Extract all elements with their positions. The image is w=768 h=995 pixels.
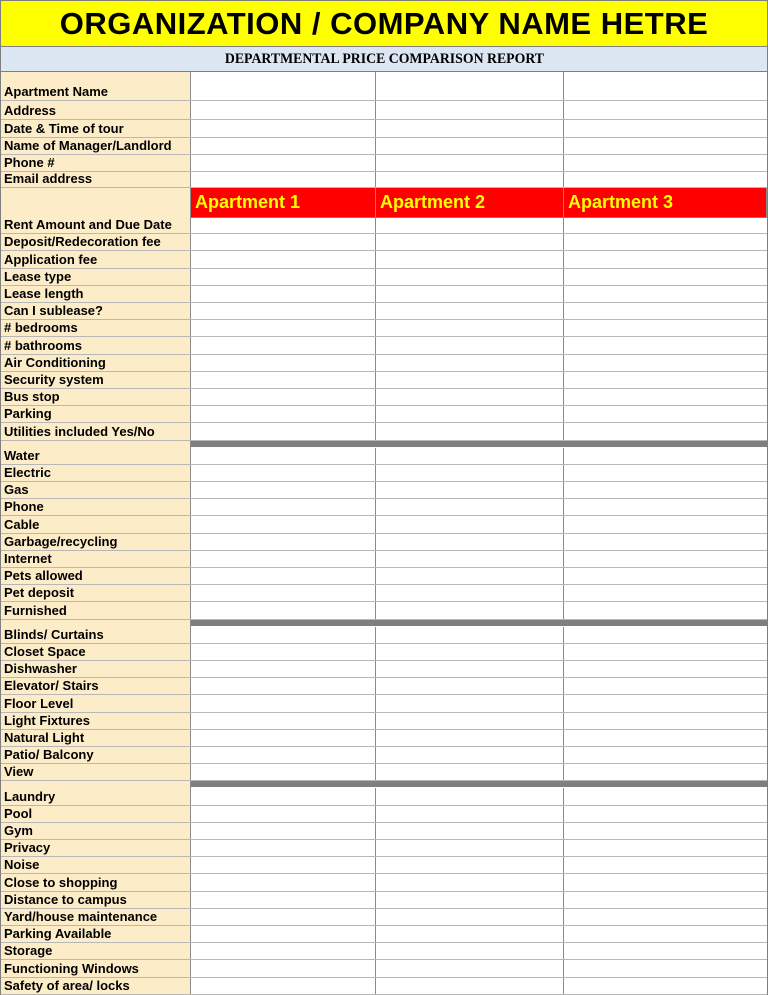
table-row <box>1 978 767 995</box>
input-cell-apartment-3[interactable] <box>564 337 767 354</box>
table-row <box>1 337 767 355</box>
separator-bar <box>191 781 767 787</box>
apartment-header-row <box>1 188 767 218</box>
input-cell-apartment-1[interactable] <box>191 72 376 100</box>
table-row <box>1 960 767 978</box>
input-cell-apartment-2[interactable] <box>376 286 564 302</box>
table-row <box>1 482 767 499</box>
table-row <box>1 286 767 303</box>
row-label: Lease type <box>1 269 191 285</box>
table-row <box>1 695 767 713</box>
table-row <box>1 661 767 678</box>
input-cell-apartment-3[interactable] <box>564 892 767 908</box>
input-cell-apartment-1[interactable] <box>191 806 376 822</box>
row-label: Safety of area/ locks <box>1 978 191 994</box>
input-cell-apartment-3[interactable] <box>564 482 767 498</box>
input-cell-apartment-3[interactable] <box>564 251 767 268</box>
table-row <box>1 389 767 406</box>
input-cell-apartment-1[interactable] <box>191 120 376 137</box>
row-label: Application fee <box>1 251 191 268</box>
input-cell-apartment-1[interactable] <box>191 499 376 515</box>
input-cell-apartment-2[interactable] <box>376 269 564 285</box>
row-label: Air Conditioning <box>1 355 191 371</box>
table-row <box>1 568 767 585</box>
row-label: # bedrooms <box>1 320 191 336</box>
input-cell-apartment-3[interactable] <box>564 713 767 729</box>
input-cell-apartment-2[interactable] <box>376 627 564 643</box>
input-cell-apartment-1[interactable] <box>191 138 376 154</box>
section-separator <box>1 781 767 788</box>
input-cell-apartment-1[interactable] <box>191 892 376 908</box>
input-cell-apartment-2[interactable] <box>376 960 564 977</box>
table-row <box>1 465 767 482</box>
table-row <box>1 627 767 644</box>
input-cell-apartment-2[interactable] <box>376 926 564 942</box>
input-cell-apartment-1[interactable] <box>191 389 376 405</box>
input-cell-apartment-2[interactable] <box>376 355 564 371</box>
input-cell-apartment-3[interactable] <box>564 465 767 481</box>
row-label: Apartment Name <box>1 72 191 100</box>
input-cell-apartment-2[interactable] <box>376 251 564 268</box>
input-cell-apartment-1[interactable] <box>191 568 376 584</box>
row-label: Garbage/recycling <box>1 534 191 550</box>
input-cell-apartment-1[interactable] <box>191 627 376 643</box>
input-cell-apartment-3[interactable] <box>564 909 767 925</box>
input-cell-apartment-3[interactable] <box>564 303 767 319</box>
input-cell-apartment-1[interactable] <box>191 823 376 839</box>
input-cell-apartment-1[interactable] <box>191 661 376 677</box>
input-cell-apartment-3[interactable] <box>564 389 767 405</box>
table-row <box>1 840 767 857</box>
row-label: # bathrooms <box>1 337 191 354</box>
input-cell-apartment-2[interactable] <box>376 303 564 319</box>
table-row <box>1 806 767 823</box>
input-cell-apartment-1[interactable] <box>191 926 376 942</box>
input-cell-apartment-3[interactable] <box>564 585 767 601</box>
input-cell-apartment-1[interactable] <box>191 534 376 550</box>
input-cell-apartment-3[interactable] <box>564 234 767 250</box>
column-header-apartment-1: Apartment 1 <box>191 188 376 217</box>
table-row <box>1 678 767 695</box>
table-row <box>1 730 767 747</box>
input-cell-apartment-3[interactable] <box>564 788 767 805</box>
input-cell-apartment-2[interactable] <box>376 423 564 440</box>
report-subtitle-text: DEPARTMENTAL PRICE COMPARISON REPORT <box>224 50 544 67</box>
input-cell-apartment-3[interactable] <box>564 857 767 873</box>
input-cell-apartment-3[interactable] <box>564 217 767 233</box>
input-cell-apartment-1[interactable] <box>191 909 376 925</box>
row-label: Internet <box>1 551 191 567</box>
row-label: Pets allowed <box>1 568 191 584</box>
input-cell-apartment-2[interactable] <box>376 499 564 515</box>
input-cell-apartment-1[interactable] <box>191 943 376 959</box>
input-cell-apartment-1[interactable] <box>191 788 376 805</box>
row-label: Storage <box>1 943 191 959</box>
input-cell-apartment-3[interactable] <box>564 423 767 440</box>
input-cell-apartment-3[interactable] <box>564 286 767 302</box>
input-cell-apartment-3[interactable] <box>564 627 767 643</box>
table-row <box>1 423 767 441</box>
table-row <box>1 448 767 465</box>
separator-bar <box>191 441 767 447</box>
input-cell-apartment-2[interactable] <box>376 644 564 660</box>
input-cell-apartment-2[interactable] <box>376 138 564 154</box>
table-row <box>1 155 767 172</box>
row-label: Patio/ Balcony <box>1 747 191 763</box>
table-row <box>1 534 767 551</box>
row-label: Email address <box>1 172 191 187</box>
input-cell-apartment-1[interactable] <box>191 251 376 268</box>
row-label: Pool <box>1 806 191 822</box>
input-cell-apartment-3[interactable] <box>564 138 767 154</box>
table-row <box>1 585 767 602</box>
row-label: Natural Light <box>1 730 191 746</box>
row-label: Security system <box>1 372 191 388</box>
input-cell-apartment-2[interactable] <box>376 172 564 187</box>
table-row <box>1 320 767 337</box>
input-cell-apartment-3[interactable] <box>564 926 767 942</box>
table-row <box>1 823 767 840</box>
row-label: Electric <box>1 465 191 481</box>
input-cell-apartment-2[interactable] <box>376 551 564 567</box>
table-row <box>1 269 767 286</box>
input-cell-apartment-2[interactable] <box>376 857 564 873</box>
table-row <box>1 943 767 960</box>
table-row <box>1 217 767 234</box>
row-label: Parking Available <box>1 926 191 942</box>
row-label: Date & Time of tour <box>1 120 191 137</box>
row-label: Distance to campus <box>1 892 191 908</box>
input-cell-apartment-3[interactable] <box>564 678 767 694</box>
input-cell-apartment-1[interactable] <box>191 423 376 440</box>
input-cell-apartment-2[interactable] <box>376 602 564 619</box>
input-cell-apartment-2[interactable] <box>376 516 564 533</box>
input-cell-apartment-1[interactable] <box>191 172 376 187</box>
table-row <box>1 251 767 269</box>
table-row <box>1 172 767 188</box>
table-row <box>1 874 767 892</box>
row-label: Phone <box>1 499 191 515</box>
table-row <box>1 788 767 806</box>
input-cell-apartment-2[interactable] <box>376 217 564 233</box>
input-cell-apartment-3[interactable] <box>564 840 767 856</box>
input-cell-apartment-1[interactable] <box>191 482 376 498</box>
input-cell-apartment-2[interactable] <box>376 372 564 388</box>
row-label: Close to shopping <box>1 874 191 891</box>
input-cell-apartment-3[interactable] <box>564 101 767 119</box>
table-row <box>1 857 767 874</box>
input-cell-apartment-1[interactable] <box>191 764 376 780</box>
input-cell-apartment-2[interactable] <box>376 120 564 137</box>
input-cell-apartment-3[interactable] <box>564 661 767 677</box>
row-label: Furnished <box>1 602 191 619</box>
input-cell-apartment-2[interactable] <box>376 909 564 925</box>
input-cell-apartment-1[interactable] <box>191 234 376 250</box>
table-row <box>1 120 767 138</box>
input-cell-apartment-3[interactable] <box>564 943 767 959</box>
input-cell-apartment-2[interactable] <box>376 978 564 994</box>
input-cell-apartment-2[interactable] <box>376 874 564 891</box>
input-cell-apartment-3[interactable] <box>564 568 767 584</box>
table-row <box>1 644 767 661</box>
input-cell-apartment-3[interactable] <box>564 72 767 100</box>
row-label: Gas <box>1 482 191 498</box>
input-cell-apartment-1[interactable] <box>191 320 376 336</box>
section-separator <box>1 620 767 627</box>
column-header-apartment-2: Apartment 2 <box>376 188 564 217</box>
input-cell-apartment-1[interactable] <box>191 585 376 601</box>
input-cell-apartment-1[interactable] <box>191 372 376 388</box>
input-cell-apartment-3[interactable] <box>564 823 767 839</box>
input-cell-apartment-3[interactable] <box>564 499 767 515</box>
row-label: Pet deposit <box>1 585 191 601</box>
input-cell-apartment-3[interactable] <box>564 155 767 171</box>
input-cell-apartment-1[interactable] <box>191 406 376 422</box>
table-row <box>1 355 767 372</box>
row-label: Blinds/ Curtains <box>1 627 191 643</box>
table-row <box>1 747 767 764</box>
row-label: Laundry <box>1 788 191 805</box>
input-cell-apartment-1[interactable] <box>191 747 376 763</box>
row-label: View <box>1 764 191 780</box>
report-subtitle <box>1 47 767 72</box>
input-cell-apartment-2[interactable] <box>376 840 564 856</box>
input-cell-apartment-2[interactable] <box>376 155 564 171</box>
input-cell-apartment-2[interactable] <box>376 482 564 498</box>
input-cell-apartment-3[interactable] <box>564 448 767 464</box>
input-cell-apartment-1[interactable] <box>191 286 376 302</box>
input-cell-apartment-3[interactable] <box>564 406 767 422</box>
input-cell-apartment-2[interactable] <box>376 234 564 250</box>
input-cell-apartment-2[interactable] <box>376 406 564 422</box>
table-row <box>1 909 767 926</box>
input-cell-apartment-2[interactable] <box>376 747 564 763</box>
input-cell-apartment-1[interactable] <box>191 978 376 994</box>
row-label: Name of Manager/Landlord <box>1 138 191 154</box>
input-cell-apartment-3[interactable] <box>564 747 767 763</box>
row-label: Can I sublease? <box>1 303 191 319</box>
row-label: Bus stop <box>1 389 191 405</box>
input-cell-apartment-1[interactable] <box>191 644 376 660</box>
row-label: Noise <box>1 857 191 873</box>
input-cell-apartment-1[interactable] <box>191 101 376 119</box>
input-cell-apartment-2[interactable] <box>376 448 564 464</box>
input-cell-apartment-3[interactable] <box>564 695 767 712</box>
input-cell-apartment-3[interactable] <box>564 355 767 371</box>
input-cell-apartment-2[interactable] <box>376 585 564 601</box>
section-separator <box>1 441 767 448</box>
input-cell-apartment-1[interactable] <box>191 355 376 371</box>
row-label: Floor Level <box>1 695 191 712</box>
input-cell-apartment-2[interactable] <box>376 72 564 100</box>
table-row <box>1 516 767 534</box>
separator-label-cell <box>1 441 191 448</box>
row-label: Yard/house maintenance <box>1 909 191 925</box>
input-cell-apartment-1[interactable] <box>191 840 376 856</box>
input-cell-apartment-1[interactable] <box>191 269 376 285</box>
input-cell-apartment-2[interactable] <box>376 337 564 354</box>
input-cell-apartment-1[interactable] <box>191 602 376 619</box>
input-cell-apartment-1[interactable] <box>191 730 376 746</box>
table-row <box>1 551 767 568</box>
input-cell-apartment-2[interactable] <box>376 764 564 780</box>
table-row <box>1 303 767 320</box>
input-cell-apartment-3[interactable] <box>564 874 767 891</box>
row-label: Lease length <box>1 286 191 302</box>
input-cell-apartment-3[interactable] <box>564 120 767 137</box>
input-cell-apartment-1[interactable] <box>191 551 376 567</box>
input-cell-apartment-2[interactable] <box>376 389 564 405</box>
input-cell-apartment-3[interactable] <box>564 978 767 994</box>
input-cell-apartment-2[interactable] <box>376 661 564 677</box>
row-label: Privacy <box>1 840 191 856</box>
separator-label-cell <box>1 620 191 627</box>
input-cell-apartment-3[interactable] <box>564 644 767 660</box>
header-label-cell <box>1 188 191 217</box>
input-cell-apartment-1[interactable] <box>191 960 376 977</box>
input-cell-apartment-1[interactable] <box>191 448 376 464</box>
input-cell-apartment-1[interactable] <box>191 303 376 319</box>
row-label: Cable <box>1 516 191 533</box>
table-row <box>1 713 767 730</box>
table-row <box>1 602 767 620</box>
row-label: Address <box>1 101 191 119</box>
table-row <box>1 72 767 101</box>
input-cell-apartment-3[interactable] <box>564 960 767 977</box>
row-label: Deposit/Redecoration fee <box>1 234 191 250</box>
column-header-apartment-3: Apartment 3 <box>564 188 767 217</box>
input-cell-apartment-3[interactable] <box>564 269 767 285</box>
row-label: Light Fixtures <box>1 713 191 729</box>
input-cell-apartment-2[interactable] <box>376 568 564 584</box>
input-cell-apartment-1[interactable] <box>191 217 376 233</box>
table-row <box>1 764 767 781</box>
table-row <box>1 234 767 251</box>
table-row <box>1 406 767 423</box>
input-cell-apartment-2[interactable] <box>376 730 564 746</box>
input-cell-apartment-3[interactable] <box>564 516 767 533</box>
row-label: Water <box>1 448 191 464</box>
table-row <box>1 138 767 155</box>
input-cell-apartment-3[interactable] <box>564 730 767 746</box>
input-cell-apartment-3[interactable] <box>564 320 767 336</box>
input-cell-apartment-3[interactable] <box>564 806 767 822</box>
row-label: Elevator/ Stairs <box>1 678 191 694</box>
table-row <box>1 101 767 120</box>
input-cell-apartment-2[interactable] <box>376 695 564 712</box>
input-cell-apartment-3[interactable] <box>564 551 767 567</box>
row-label: Gym <box>1 823 191 839</box>
input-cell-apartment-1[interactable] <box>191 678 376 694</box>
row-label: Functioning Windows <box>1 960 191 977</box>
input-cell-apartment-1[interactable] <box>191 155 376 171</box>
input-cell-apartment-2[interactable] <box>376 823 564 839</box>
row-label: Phone # <box>1 155 191 171</box>
input-cell-apartment-3[interactable] <box>564 172 767 187</box>
input-cell-apartment-2[interactable] <box>376 465 564 481</box>
input-cell-apartment-1[interactable] <box>191 516 376 533</box>
input-cell-apartment-2[interactable] <box>376 943 564 959</box>
input-cell-apartment-3[interactable] <box>564 372 767 388</box>
table-row <box>1 892 767 909</box>
input-cell-apartment-1[interactable] <box>191 713 376 729</box>
input-cell-apartment-1[interactable] <box>191 874 376 891</box>
row-label: Parking <box>1 406 191 422</box>
input-cell-apartment-3[interactable] <box>564 764 767 780</box>
row-label: Utilities included Yes/No <box>1 423 191 440</box>
input-cell-apartment-2[interactable] <box>376 788 564 805</box>
separator-bar <box>191 620 767 626</box>
input-cell-apartment-2[interactable] <box>376 534 564 550</box>
input-cell-apartment-1[interactable] <box>191 337 376 354</box>
input-cell-apartment-2[interactable] <box>376 892 564 908</box>
input-cell-apartment-2[interactable] <box>376 806 564 822</box>
table-row <box>1 926 767 943</box>
input-cell-apartment-1[interactable] <box>191 857 376 873</box>
input-cell-apartment-2[interactable] <box>376 713 564 729</box>
input-cell-apartment-1[interactable] <box>191 695 376 712</box>
separator-label-cell <box>1 781 191 788</box>
input-cell-apartment-2[interactable] <box>376 320 564 336</box>
table-row <box>1 372 767 389</box>
input-cell-apartment-1[interactable] <box>191 465 376 481</box>
input-cell-apartment-2[interactable] <box>376 101 564 119</box>
table-row <box>1 499 767 516</box>
organization-title: ORGANIZATION / COMPANY NAME HETRE <box>1 1 767 47</box>
input-cell-apartment-3[interactable] <box>564 534 767 550</box>
row-label: Dishwasher <box>1 661 191 677</box>
row-label: Closet Space <box>1 644 191 660</box>
input-cell-apartment-3[interactable] <box>564 602 767 619</box>
row-label: Rent Amount and Due Date <box>1 217 191 233</box>
input-cell-apartment-2[interactable] <box>376 678 564 694</box>
